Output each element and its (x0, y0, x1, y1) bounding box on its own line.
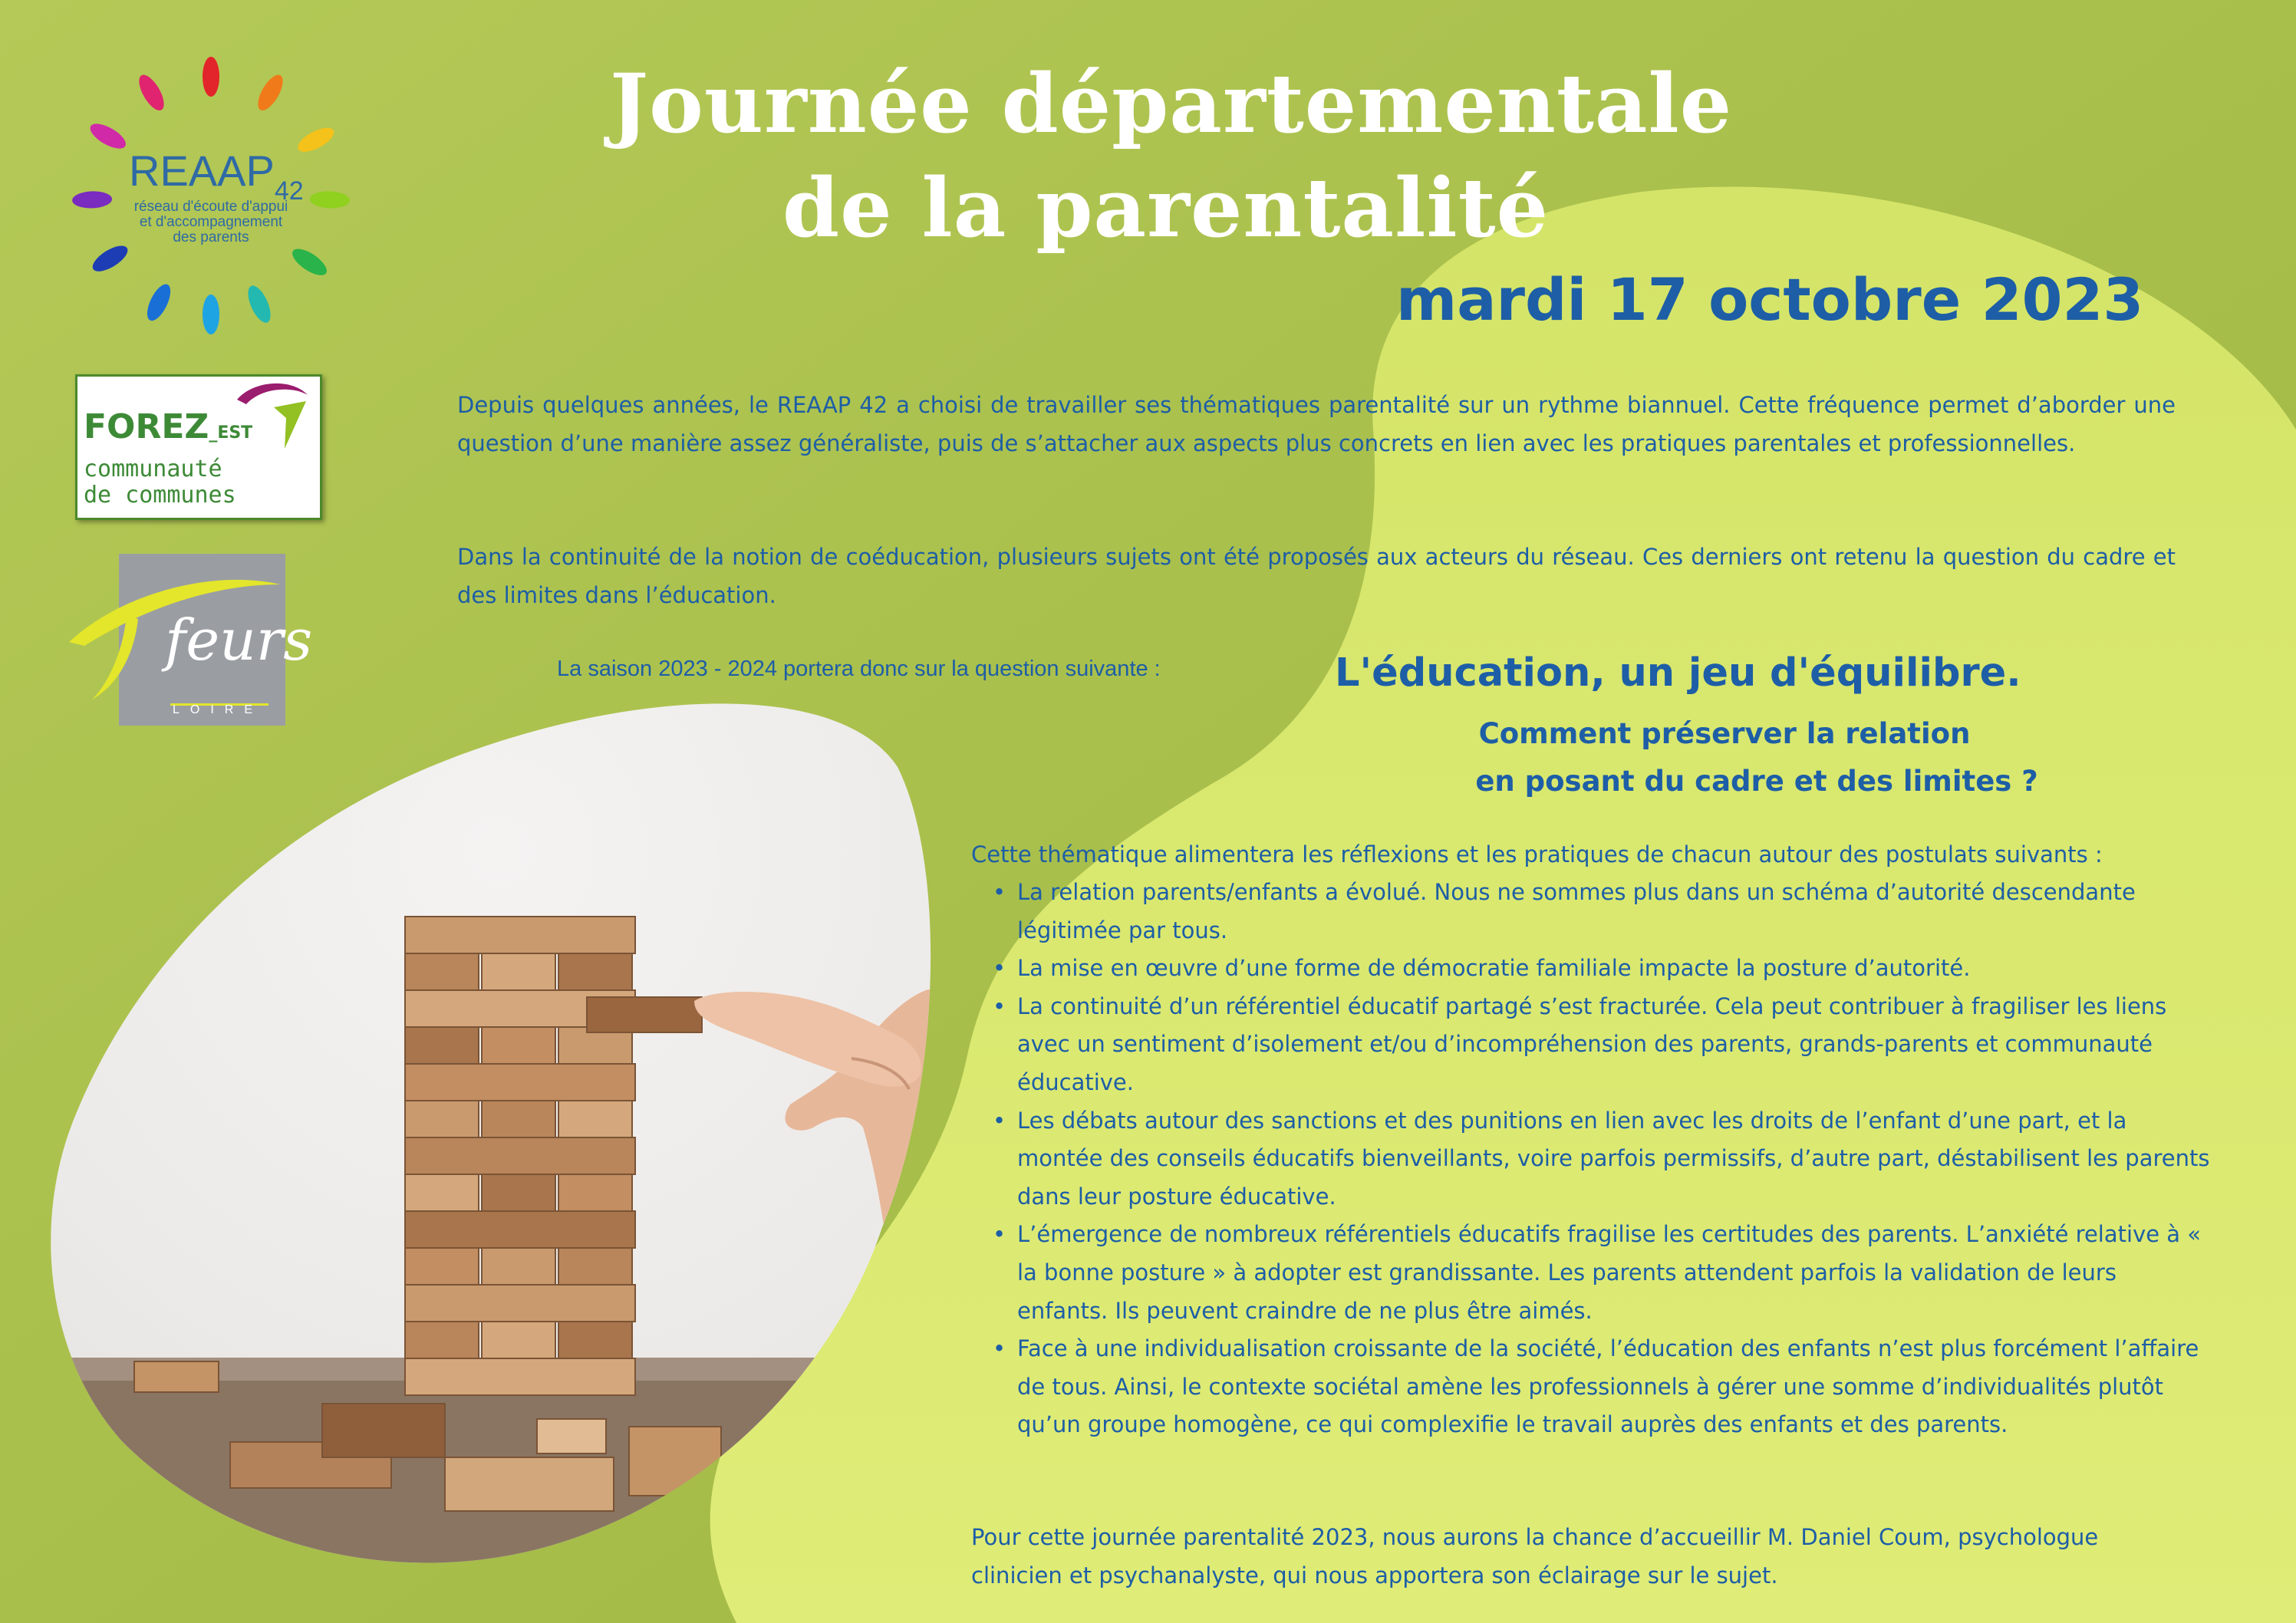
season-lead: La saison 2023 - 2024 portera donc sur la question suivante : (557, 657, 1161, 681)
jenga-block (405, 1248, 479, 1285)
jenga-block (405, 1174, 479, 1211)
jenga-block (405, 953, 479, 990)
jenga-block (482, 953, 555, 990)
jenga-block (558, 953, 632, 990)
postulate-item: • Face à une individualisation croissante de la société, l’éducation des enfants n’est plus forcément l’affaire de tous. Ainsi, le contexte sociétal amène les professionnels à gérer une somme d’individualités plutôt qu’un groupe homogène, ce qui complexifie le travail auprès des enfants et des parents. (1017, 1330, 2214, 1444)
jenga-block (405, 1137, 635, 1174)
intro-paragraph-2: Dans la continuité de la notion de coéducation, plusieurs sujets ont été proposés aux acteurs du réseau. Ces derniers ont retenu la question du cadre et des limites dans l’éducation. (457, 544, 2176, 608)
jenga-block (405, 1285, 635, 1322)
forez-logo-line2: de communes (84, 482, 236, 509)
reaap-logo-name: REAAP (129, 146, 275, 195)
reaap-logo-subtitle-3: des parents (173, 229, 249, 245)
forez-est-logo (75, 374, 322, 520)
jenga-block-fallen (322, 1404, 445, 1457)
jenga-block (405, 917, 635, 953)
forez-logo-line1: communauté (84, 456, 222, 482)
jenga-block (482, 1248, 555, 1285)
season-question-line2: en posant du cadre et des limites ? (1475, 765, 2038, 798)
jenga-block (405, 1322, 479, 1358)
season-question (1458, 710, 2056, 805)
jenga-block-fallen (537, 1419, 606, 1453)
intro-paragraph-1: Depuis quelques années, le REAAP 42 a choisi de travailler ses thématiques parentalité sur un rythme biannuel. Cette fréquence permet d’aborder une question d’une manière assez généraliste, puis de s’attacher aux aspects plus concrets en lien avec les pratiques parentales et professionnelles. (457, 392, 2176, 456)
jenga-block (482, 1101, 555, 1137)
reaap-logo (61, 46, 361, 345)
jenga-block (405, 1101, 479, 1137)
event-date: mardi 17 octobre 2023 (1396, 265, 2144, 334)
reaap-petals-icon (61, 46, 361, 345)
postulates-section (971, 835, 2210, 1444)
season-theme: L'éducation, un jeu d'équilibre. (1335, 650, 2021, 696)
reaap-logo-subtitle-1: réseau d'écoute d'appui (133, 199, 288, 215)
jenga-block-fallen (445, 1457, 614, 1511)
reaap-logo-subtitle-2: et d'accompagnement (139, 214, 283, 230)
reaap-logo-number: 42 (274, 176, 304, 206)
postulates-intro: Cette thématique alimentera les réflexions et les pratiques de chacun autour des postulats suivants : (971, 841, 2103, 867)
postulate-item: • La mise en œuvre d’une forme de démocratie familiale impacte la posture d’autorité. (1017, 950, 2214, 988)
feurs-logo (119, 554, 313, 726)
feurs-logo-region: LOIRE (173, 703, 264, 716)
postulate-item: • Les débats autour des sanctions et des punitions en lien avec les droits de l’enfant d’une part, et la montée des conseils éducatifs bienveillants, voire parfois permissifs, d’autre part, déstabilisent les parents dans leur posture éducative. (1017, 1102, 2214, 1216)
postulates-list (971, 874, 2214, 1444)
forez-logo-name: FOREZ (84, 407, 209, 446)
jenga-block (558, 1322, 632, 1358)
page-title-line2: de la parentalité (782, 160, 1550, 255)
jenga-block (558, 1174, 632, 1211)
jenga-block (405, 1211, 635, 1248)
page-title-line1: Journée départementale (610, 55, 1733, 151)
jenga-block (482, 1174, 555, 1211)
jenga-block (558, 1248, 632, 1285)
jenga-block (558, 1101, 632, 1137)
closing-paragraph: Pour cette journée parentalité 2023, nous aurons la chance d’accueillir M. Daniel Coum, psychologue clinicien et psychanalyste, qui nous apportera son éclairage sur le sujet. (971, 1524, 2099, 1588)
postulate-item: • La relation parents/enfants a évolué. Nous ne sommes plus dans un schéma d’autorité descendante légitimée par tous. (1017, 874, 2214, 950)
jenga-block (405, 1027, 479, 1064)
season-question-line1: Comment préserver la relation (1478, 717, 1971, 750)
forez-logo-suffix: _EST (209, 423, 253, 443)
jenga-block (482, 1322, 555, 1358)
jenga-block (405, 1064, 635, 1101)
postulate-item: • La continuité d’un référentiel éducatif partagé s’est fracturée. Cela peut contribuer à fragiliser les liens avec un sentiment d’isolement et/ou d’incompréhension des parents, grands-parents et communauté éducative. (1017, 988, 2214, 1102)
feurs-logo-name: feurs (165, 607, 313, 673)
jenga-block (482, 1027, 555, 1064)
jenga-block-fallen (134, 1361, 219, 1392)
postulate-item: • L’émergence de nombreux référentiels éducatifs fragilise les certitudes des parents. L’anxiété relative à « la bonne posture » à adopter est grandissante. Les parents attendent parfois la validation de leurs enfants. Ils peuvent craindre de ne plus être aimés. (1017, 1216, 2214, 1330)
jenga-block-pulled (587, 997, 702, 1032)
jenga-block (405, 1358, 635, 1395)
